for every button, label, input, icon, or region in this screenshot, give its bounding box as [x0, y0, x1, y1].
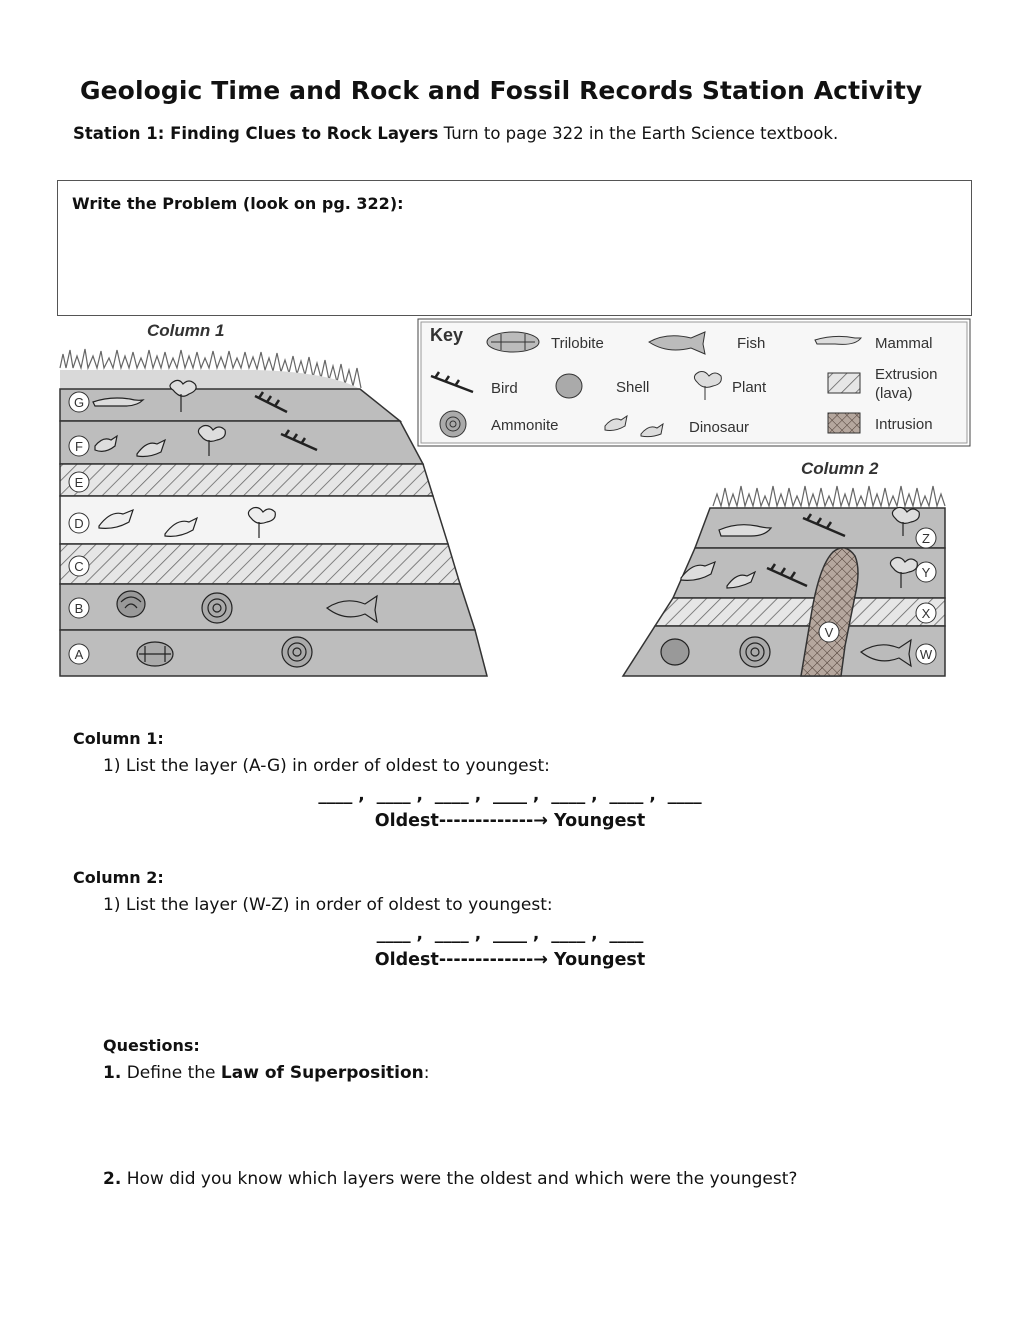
- rock-layers-figure: [55, 316, 975, 686]
- svg-text:W: W: [919, 647, 933, 662]
- problem-answer-box[interactable]: [57, 180, 972, 316]
- svg-text:Intrusion: Intrusion: [875, 416, 933, 433]
- svg-text:F: F: [75, 439, 83, 454]
- svg-text:Mammal: Mammal: [875, 335, 933, 352]
- intrusion-letter: V: [824, 625, 834, 640]
- column2-order-line: [0, 950, 1020, 970]
- column2-question: 1) List the layer (W-Z) in order of oldest to youngest:: [103, 895, 553, 915]
- svg-text:Plant: Plant: [732, 379, 767, 396]
- question-2-text: How did you know which layers were the oldest and which were the youngest?: [126, 1169, 798, 1189]
- column2-answer-blanks[interactable]: ____ , ____ , ____ , ____ , ____: [376, 924, 644, 944]
- question-1-prefix: Define the: [126, 1063, 216, 1083]
- questions-heading: Questions:: [103, 1036, 200, 1055]
- station-instruction: Turn to page 322 in the Earth Science textbook.: [443, 124, 839, 143]
- svg-text:Ammonite: Ammonite: [491, 417, 559, 434]
- question-1-suffix: :: [423, 1063, 430, 1083]
- ammonite-icon: [282, 637, 312, 667]
- layer-x: [655, 598, 945, 626]
- column1-question: 1) List the layer (A-G) in order of oldest to youngest:: [103, 756, 550, 776]
- svg-text:X: X: [921, 606, 931, 621]
- page-title: Geologic Time and Rock and Fossil Records Station Activity: [80, 76, 923, 105]
- question-1-term: Law of Superposition: [220, 1063, 424, 1083]
- key-title: Key: [430, 325, 464, 345]
- shell-icon: [661, 639, 689, 665]
- legend-key: [418, 319, 970, 446]
- svg-text:E: E: [74, 475, 84, 490]
- question-1-number: 1.: [103, 1063, 122, 1083]
- svg-text:Bird: Bird: [491, 380, 518, 397]
- arrow-right-icon: →: [533, 950, 548, 970]
- svg-text:Shell: Shell: [616, 379, 650, 396]
- column2-label: Column 2: [801, 459, 879, 478]
- layer-e: [60, 464, 433, 496]
- order-dashes: -------------: [438, 950, 534, 970]
- station-label: Station 1: Finding Clues to Rock Layers: [73, 124, 439, 143]
- oldest-label: Oldest: [374, 811, 439, 831]
- svg-text:C: C: [74, 559, 84, 574]
- svg-text:Z: Z: [922, 531, 930, 546]
- svg-text:Fish: Fish: [737, 335, 766, 352]
- order-dashes: -------------: [438, 811, 534, 831]
- column2-heading: Column 2:: [73, 868, 164, 887]
- svg-text:Trilobite: Trilobite: [551, 335, 604, 352]
- shell-icon: [556, 374, 582, 398]
- svg-text:Y: Y: [921, 565, 931, 580]
- oldest-label: Oldest: [374, 950, 439, 970]
- ammonite-icon: [740, 637, 770, 667]
- ammonite-icon: [440, 411, 466, 437]
- ammonite-icon: [202, 593, 232, 623]
- column1-order-line: [0, 811, 1020, 831]
- problem-label: Write the Problem (look on pg. 322):: [72, 194, 404, 213]
- layer-c: [60, 544, 460, 584]
- column1-heading: Column 1:: [73, 729, 164, 748]
- svg-text:(lava): (lava): [875, 385, 913, 402]
- svg-text:Dinosaur: Dinosaur: [689, 419, 750, 436]
- svg-text:Extrusion: Extrusion: [875, 366, 938, 383]
- youngest-label: Youngest: [554, 950, 646, 970]
- svg-text:D: D: [74, 516, 84, 531]
- intrusion-swatch: [828, 413, 860, 433]
- svg-text:G: G: [73, 395, 85, 410]
- station-heading: [73, 124, 838, 143]
- extrusion-swatch: [828, 373, 860, 393]
- question-2-number: 2.: [103, 1169, 122, 1189]
- svg-text:B: B: [74, 601, 84, 616]
- question-1: [103, 1063, 430, 1083]
- arrow-right-icon: →: [533, 811, 548, 831]
- question-2: [103, 1169, 797, 1189]
- column1-answer-blanks[interactable]: ____ , ____ , ____ , ____ , ____ , ____ , ____: [318, 785, 702, 805]
- column1-label: Column 1: [147, 321, 225, 340]
- youngest-label: Youngest: [554, 811, 646, 831]
- column2-grass: [713, 486, 945, 506]
- layer-a: [60, 630, 487, 676]
- svg-text:A: A: [74, 647, 84, 662]
